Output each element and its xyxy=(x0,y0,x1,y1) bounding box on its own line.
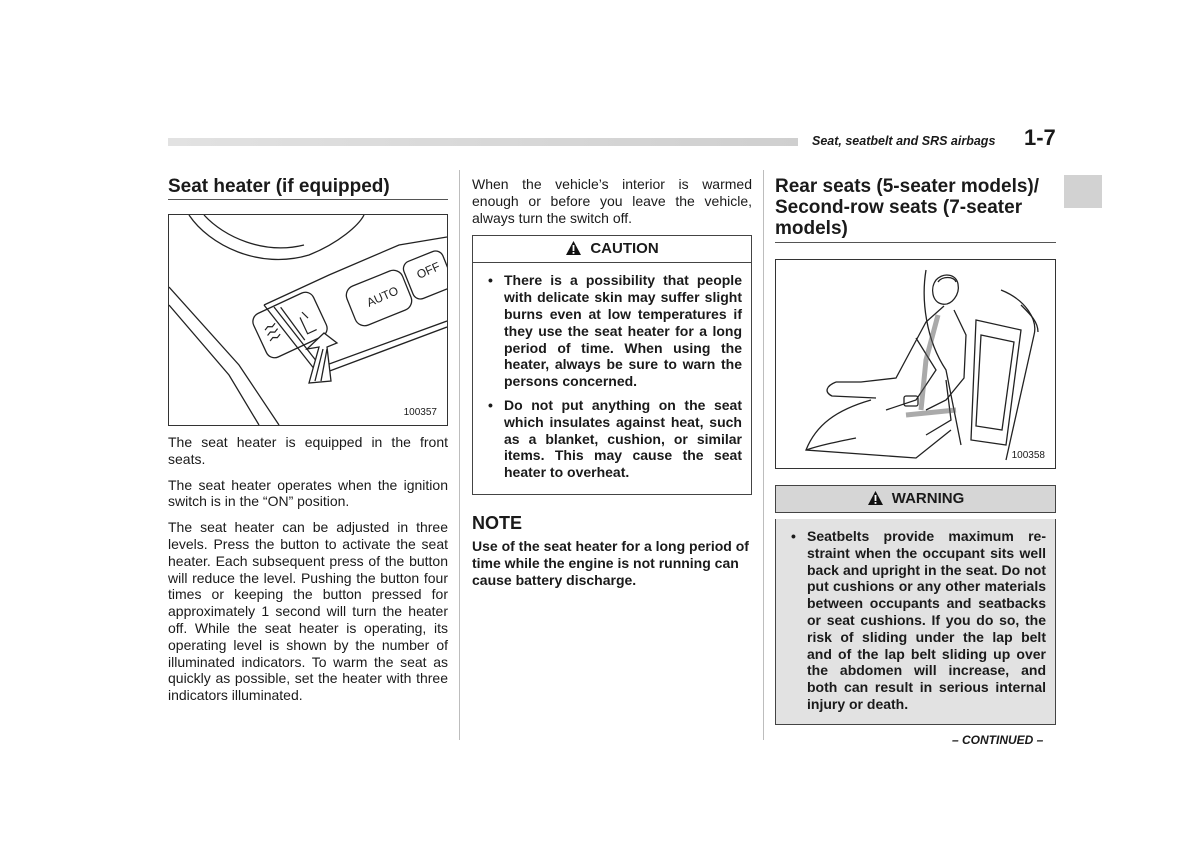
left-column xyxy=(168,170,448,713)
caution-body xyxy=(472,263,752,495)
middle-column xyxy=(472,176,752,588)
seat-heater-figure xyxy=(168,214,448,426)
note-title: NOTE xyxy=(472,512,523,533)
figure-code: 100358 xyxy=(1011,450,1045,461)
warning-header xyxy=(775,485,1056,513)
chapter-tab xyxy=(1064,175,1102,208)
auto-label: AUTO xyxy=(364,283,401,310)
rear-seat-occupant-illustration xyxy=(776,260,1055,468)
hazard-icon xyxy=(565,239,582,265)
note-text: Use of the seat heater for a long period of time while the engine is not running can cause battery discharge. xyxy=(472,537,749,588)
paragraph-2: The seat heater operates when the ignition switch is in the “ON” position. xyxy=(168,476,448,510)
column-divider-2 xyxy=(763,170,764,740)
warning-title: WARNING xyxy=(891,490,965,507)
section-title: Seat, seatbelt and SRS airbags xyxy=(812,134,996,148)
warning-item: • Seatbelts provide maximum restraint when the occupant sits well back and upright in the seat. Do not put cushions or any other materials between occupants and seatbacks or seat cushions. If you do so, the risk of sliding under the lap belt and of the lap belt sliding up over the abdomen will increase, and both can result in serious internal injury or death. xyxy=(785,528,1046,713)
caution-box xyxy=(472,235,752,495)
paragraph-3: The seat heater can be adjusted in three levels. Press the button to activate the seat heater. Each subsequent press of the button will reduce the level. Pushing the button four times or keeping the button pressed for approximately 1 second will turn the heater off. While the seat heater is operating, its operating level is shown by the number of illuminated indicators. To warm the seat as quickly as possible, set the heater with three indicators illuminated. xyxy=(168,519,448,704)
caution-title: CAUTION xyxy=(590,240,659,258)
continued-label: – CONTINUED – xyxy=(952,733,1044,747)
warning-box xyxy=(775,485,1056,725)
page-number: 1-7 xyxy=(1024,125,1056,150)
intro-paragraph: When the vehicle’s interior is warmed enough or before you leave the vehicle, always turn the switch off. xyxy=(472,176,752,226)
rear-seat-figure xyxy=(775,259,1056,469)
header-bar xyxy=(168,138,798,146)
warning-body xyxy=(775,519,1056,725)
caution-item: • Do not put anything on the seat which insulates against heat, such as a blanket, cushion, or similar items. This may cause the seat heater to overheat. xyxy=(482,397,742,481)
hazard-icon xyxy=(867,489,884,515)
caution-header xyxy=(472,235,752,263)
seat-heater-heading: Seat heater (if equipped) xyxy=(168,176,448,200)
off-label: OFF xyxy=(414,259,443,282)
paragraph-1: The seat heater is equipped in the front seats. xyxy=(168,434,448,467)
caution-item: • There is a possibility that people with delicate skin may suffer slight burns even at low temperatures if they use the seat heater for a long period of time. When using the heater, always be sure to warn the persons concerned. xyxy=(482,272,742,390)
rear-seats-heading: Rear seats (5-seater models)/ Second-row seats (7-seater models) xyxy=(775,176,1056,243)
column-divider-1 xyxy=(459,170,460,740)
right-column xyxy=(775,170,1056,725)
seat-heater-switch-illustration xyxy=(169,215,447,425)
figure-code: 100357 xyxy=(403,407,437,418)
